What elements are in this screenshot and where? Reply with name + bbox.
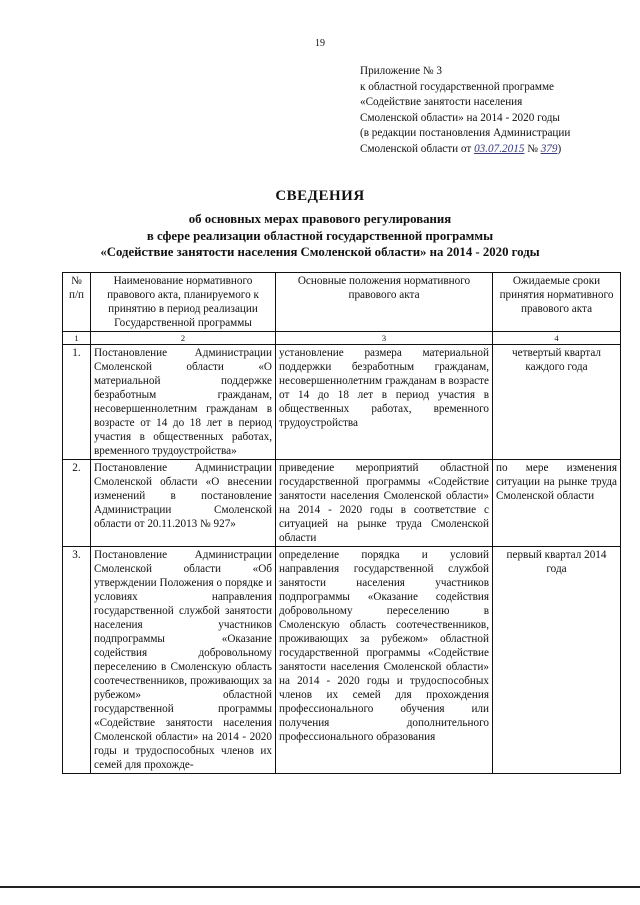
number-label: № [527, 142, 538, 155]
table-row [63, 345, 621, 460]
handwritten-date: 03.07.2015 [474, 142, 525, 155]
appendix-last-line [360, 142, 630, 158]
table-header-row [63, 273, 621, 332]
table-row [63, 547, 621, 774]
appendix-line: к областной государственной программе [360, 80, 554, 93]
table-row [63, 460, 621, 547]
header-no: № п/п [63, 273, 91, 332]
column-number: 4 [493, 332, 621, 345]
title-main: СВЕДЕНИЯ [275, 188, 365, 204]
act-name: Постановление Администрации Смоленской области «О внесении изменений в постановление Администрации Смоленской области от 20.11.2013 № 927» [91, 460, 276, 547]
document-title [0, 188, 640, 261]
appendix-header [360, 64, 630, 157]
header-name: Наименование нормативного правового акта, планируемого к принятию в период реализации Государственной программы [91, 273, 276, 332]
appendix-line: (в редакции постановления Администрации [360, 127, 571, 139]
column-number: 3 [276, 332, 493, 345]
row-number: 3. [63, 547, 91, 774]
page-number: 19 [315, 38, 325, 49]
page-bottom-rule [0, 886, 640, 888]
act-name: Постановление Администрации Смоленской области «О материальной поддержке безработным гражданам, несовершеннолетним гражданам в возрасте от 14 до 18 лет в период участия в общественных работах, временного трудоустройства» [91, 345, 276, 460]
title-line-3: «Содействие занятости населения Смоленской области» на 2014 - 2020 годы [100, 245, 540, 259]
header-terms: Ожидаемые сроки принятия нормативного правового акта [493, 273, 621, 332]
act-terms: по мере изменения ситуации на рынке труда Смоленской области [493, 460, 621, 547]
appendix-date-prefix: Смоленской области от [360, 142, 472, 155]
act-terms: первый квартал 2014 года [493, 547, 621, 774]
closing-paren: ) [557, 142, 562, 155]
handwritten-number: 379 [540, 142, 558, 155]
header-provisions: Основные положения нормативного правового акта [276, 273, 493, 332]
column-number: 1 [63, 332, 91, 345]
title-line-1: об основных мерах правового регулирования [188, 212, 452, 226]
column-number-row [63, 332, 621, 345]
act-provisions: определение порядка и условий направления государственной службой занятости населения участников подпрограммы «Оказание содействия добровольному переселению в Смоленскую область соотечественников, проживающих за рубежом» областной государственной программы «Содействие занятости населения Смоленской области» на 2014 - 2020 годы и трудоспособных членов их семей для прохождения профессионального обучения или получения дополнительного профессионального образования [276, 547, 493, 774]
title-line-2: в сфере реализации областной государственной программы [146, 228, 494, 243]
act-terms: четвертый квартал каждого года [493, 345, 621, 460]
row-number: 2. [63, 460, 91, 547]
row-number: 1. [63, 345, 91, 460]
column-number: 2 [91, 332, 276, 345]
appendix-line: Приложение № 3 [360, 65, 442, 77]
appendix-line: Смоленской области» на 2014 - 2020 годы [360, 111, 560, 124]
measures-table [62, 272, 621, 774]
act-name: Постановление Администрации Смоленской области «Об утверждении Положения о порядке и условиях направления государственной службой занятости населения участников подпрограммы «Оказание содействия добровольному переселению в Смоленскую область соотечественников, проживающих за рубежом» областной государственной программы «Содействие занятости населения Смоленской области» на 2014 - 2020 годы и трудоспособных членов их семей для прохожде- [91, 547, 276, 774]
act-provisions: установление размера материальной поддержки безработным гражданам, несовершеннолетним гражданам в возрасте от 14 до 18 лет в период участия в общественных работах, временного трудоустройства [276, 345, 493, 460]
appendix-line: «Содействие занятости населения [360, 96, 523, 108]
act-provisions: приведение мероприятий областной государственной программы «Содействие занятости населения Смоленской области» на 2014 - 2020 годы в соответствие с ситуацией на рынке труда Смоленской области [276, 460, 493, 547]
